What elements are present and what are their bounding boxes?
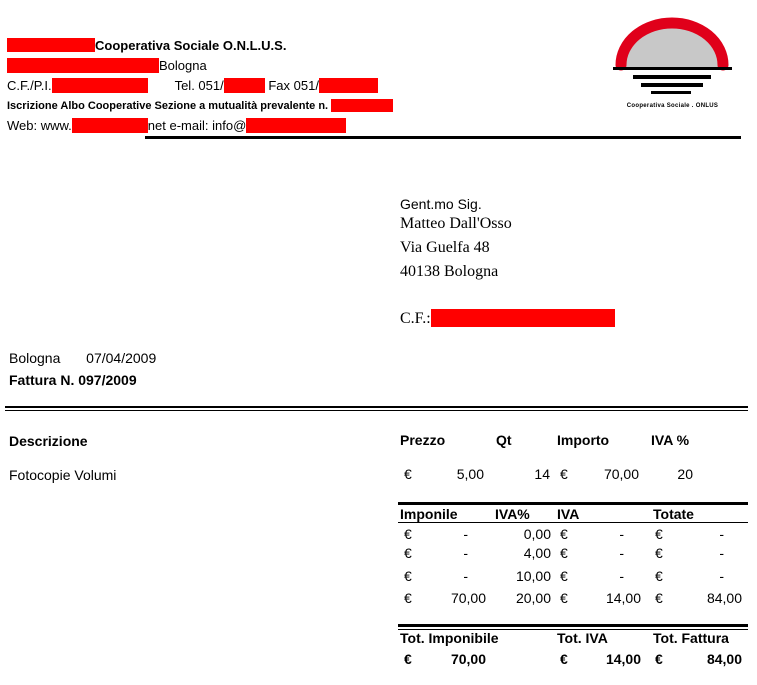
vat-cur-2: €	[560, 590, 568, 606]
invoice-place: Bologna	[9, 350, 61, 366]
vat-total: -	[719, 545, 724, 561]
vat-cur-3: €	[655, 590, 663, 606]
letterhead-line-3	[7, 78, 378, 93]
col-header-qty: Qt	[496, 432, 512, 448]
email-label: e-mail: info@	[169, 118, 247, 133]
vat-total: -	[719, 526, 724, 542]
vat-cur-1: €	[404, 568, 412, 584]
vat-rate: 10,00	[515, 568, 551, 584]
logo-graphic	[605, 10, 740, 115]
total-iva-currency: €	[560, 651, 568, 667]
vat-total: 84,00	[706, 590, 742, 606]
vat-cur-1: €	[404, 590, 412, 606]
vat-header-iva: IVA	[557, 506, 580, 522]
recipient-street: Via Guelfa 48	[400, 239, 490, 256]
divider-rule	[5, 410, 748, 411]
col-header-vat: IVA %	[651, 432, 690, 448]
vat-imponibile: -	[463, 526, 468, 542]
vat-iva: -	[619, 545, 624, 561]
redaction-block	[431, 309, 615, 327]
redaction-block	[52, 78, 148, 93]
redaction-block	[7, 38, 95, 52]
total-fattura-currency: €	[655, 651, 663, 667]
redaction-block	[224, 78, 265, 93]
recipient-name: Matteo Dall'Osso	[400, 215, 512, 232]
letterhead-line-1	[7, 38, 286, 53]
vat-cur-2: €	[560, 545, 568, 561]
vat-table-rule	[398, 502, 748, 505]
letterhead-line-5	[7, 118, 346, 133]
vat-header-underline	[398, 522, 748, 523]
recipient-cf-label: C.F.:	[400, 310, 431, 327]
total-imponibile-value: 70,00	[450, 651, 486, 667]
total-iva-value: 14,00	[605, 651, 641, 667]
vat-imponibile: -	[463, 545, 468, 561]
col-header-amount: Importo	[557, 432, 610, 448]
vat-header-rate: IVA%	[495, 506, 530, 522]
vat-rate: 4,00	[523, 545, 551, 561]
invoice-date: 07/04/2009	[86, 350, 157, 366]
redaction-block	[246, 118, 346, 133]
vat-imponibile: 70,00	[450, 590, 486, 606]
vat-cur-2: €	[560, 526, 568, 542]
total-imponibile-label: Tot. Imponibile	[400, 630, 499, 646]
cf-label: C.F./P.I.	[7, 78, 52, 93]
vat-header-total: Totate	[653, 506, 694, 522]
vat-iva: -	[619, 568, 624, 584]
vat-iva: 14,00	[605, 590, 641, 606]
vat-rate: 20,00	[515, 590, 551, 606]
org-name: Cooperativa Sociale O.N.L.U.S.	[95, 38, 287, 53]
vat-imponibile: -	[463, 568, 468, 584]
vat-cur-3: €	[655, 545, 663, 561]
item-vat: 20	[677, 466, 693, 482]
redaction-block	[7, 58, 159, 73]
letterhead-line-2	[7, 58, 207, 73]
web-suffix: net	[147, 118, 166, 133]
col-header-description: Descrizione	[9, 433, 88, 449]
header-rule	[145, 136, 741, 139]
invoice-place-date	[9, 350, 156, 366]
item-price-currency: €	[404, 466, 412, 482]
vat-cur-2: €	[560, 568, 568, 584]
vat-total: -	[719, 568, 724, 584]
redaction-block	[331, 99, 393, 112]
albo-label: Iscrizione Albo Cooperative Sezione a mutualità prevalente n.	[7, 100, 329, 112]
redaction-block	[72, 118, 148, 133]
letterhead-line-4	[7, 99, 393, 112]
item-amount: 70,00	[603, 466, 639, 482]
tel-label: Tel. 051/	[174, 78, 224, 93]
totals-rule	[398, 624, 748, 627]
vat-cur-3: €	[655, 568, 663, 584]
invoice-number: Fattura N. 097/2009	[9, 372, 137, 388]
vat-iva: -	[619, 526, 624, 542]
total-imponibile-currency: €	[404, 651, 412, 667]
item-amount-currency: €	[560, 466, 568, 482]
total-fattura-label: Tot. Fattura	[653, 630, 729, 646]
recipient-salutation: Gent.mo Sig.	[400, 196, 482, 212]
total-iva-label: Tot. IVA	[557, 630, 608, 646]
item-qty: 14	[534, 466, 550, 482]
recipient-city: 40138 Bologna	[400, 263, 499, 280]
vat-cur-1: €	[404, 545, 412, 561]
item-description: Fotocopie Volumi	[9, 467, 117, 483]
web-label: Web: www.	[7, 118, 72, 133]
logo-caption: Cooperativa Sociale . ONLUS	[626, 103, 719, 109]
item-price: 5,00	[456, 466, 484, 482]
total-fattura-value: 84,00	[706, 651, 742, 667]
vat-header-imponibile: Imponile	[400, 506, 458, 522]
vat-cur-3: €	[655, 526, 663, 542]
divider-rule	[5, 406, 748, 408]
redaction-block	[319, 78, 378, 93]
vat-rate: 0,00	[523, 526, 551, 542]
logo	[605, 10, 740, 115]
fax-label: Fax 051/	[268, 78, 319, 93]
org-city: Bologna	[159, 58, 207, 73]
recipient-cf	[400, 309, 615, 328]
col-header-price: Prezzo	[400, 432, 446, 448]
vat-cur-1: €	[404, 526, 412, 542]
